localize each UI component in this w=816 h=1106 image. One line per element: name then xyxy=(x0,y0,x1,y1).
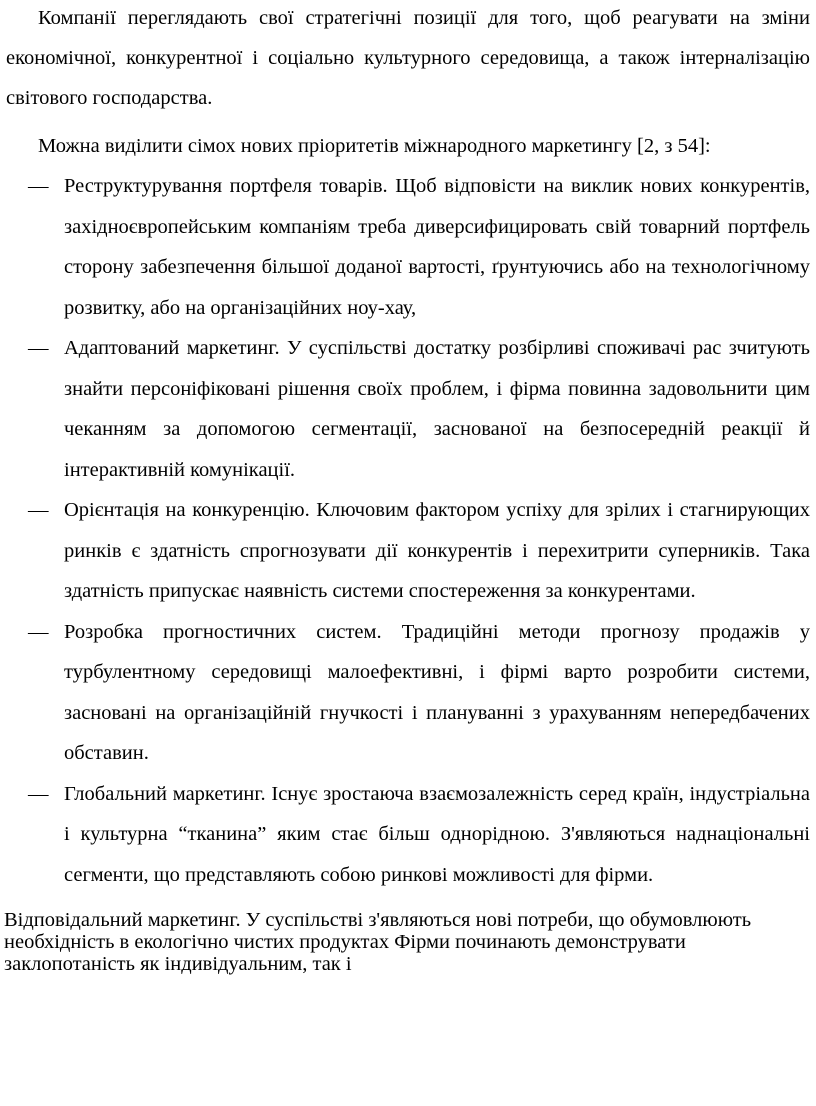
list-item-text: Глобальний маркетинг. Існує зростаюча взаємозалежність серед країн, індустріальна і культурна “тканина” яким стає більш однорідною. З'являються наднаціональні сегменти, що представляють собою ринкові можливості для фірми. xyxy=(64,782,810,886)
list-item xyxy=(0,774,816,896)
list-item-text: Розробка прогностичних систем. Традиційні методи прогнозу продажів у турбулентному середовищі малоефективні, і фірмі варто розробити системи, засновані на організаційній гнучкості і плануванні з урахуванням непередбачених обставин. xyxy=(64,620,810,764)
list-item xyxy=(0,166,816,328)
list-dash: — xyxy=(28,782,49,805)
list-item-text: Орієнтація на конкуренцію. Ключовим фактором успіху для зрілих і стагнирующих ринків є здатність спрогнозувати дії конкурентів і перехитрити суперників. Така здатність припускає наявність системи спостереження за конкурентами. xyxy=(64,499,810,602)
list-item xyxy=(0,490,816,612)
priorities-list xyxy=(0,166,816,895)
list-dash: — xyxy=(28,337,49,359)
tail-paragraph: Відповідальний маркетинг. У суспільстві з'являються нові потреби, що обумовлюють необхідність в екологічно чистих продуктах Фірми починають демонструвати заклопотаність як індивідуальним, так і xyxy=(4,909,752,975)
list-item xyxy=(0,328,816,490)
list-item-text: Адаптований маркетинг. У суспільстві достатку розбірливі споживачі рас зчитують знайти персоніфіковані рішення своїх проблем, і фірма повинна задовольнити цим чеканням за допомогою сегментації, заснованої на безпосередній реакції й інтерактивній комунікації. xyxy=(64,337,810,481)
list-item-text: Реструктурування портфеля товарів. Щоб відповісти на виклик нових конкурентів, західноєвропейським компаніям треба диверсифицировать свій товарний портфель сторону забезпечення більшої доданої вартості, ґрунтуючись або на технологічному розвитку, або на організаційних ноу-хау, xyxy=(64,175,810,319)
list-dash: — xyxy=(28,175,49,197)
lead-paragraph: Можна виділити сімох нових пріоритетів міжнародного маркетингу [2, з 54]: xyxy=(38,135,711,157)
list-dash: — xyxy=(28,620,49,643)
list-dash: — xyxy=(28,499,49,521)
intro-paragraph: Компанії переглядають свої стратегічні позиції для того, щоб реагувати на зміни економічної, конкурентної і соціально культурного середовища, а також інтерналізацію світового господарства. xyxy=(6,7,810,109)
list-item xyxy=(0,612,816,774)
